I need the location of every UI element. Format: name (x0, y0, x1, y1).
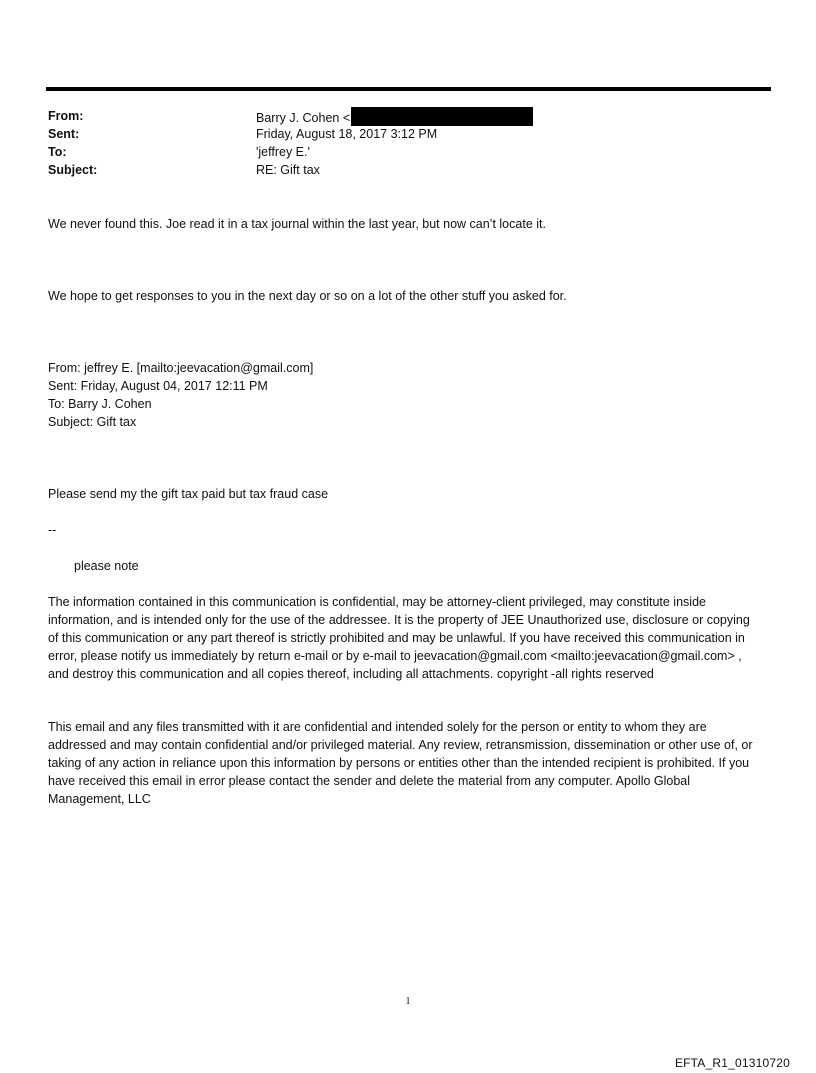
reply-line-2: We hope to get responses to you in the next day or so on a lot of the other stuff you asked for. (48, 289, 567, 303)
confidentiality-disclaimer: The information contained in this communication is confidential, may be attorney-client privileged, may constitute inside information, and is intended only for the use of the addressee. It is the property of JEE Unauthorized use, disclosure or copying of this communication or any part thereof is strictly prohibited and may be unlawful. If you have received this communication in error, please notify us immediately by return e-mail or by e-mail to jeevacation@gmail.com <mailto:jeevacation@gmail.com> , and destroy this communication and all copies thereof, including all attachments. copyright -all rights reserved (48, 595, 750, 681)
original-from: From: jeffrey E. [mailto:jeevacation@gmail.com] (48, 361, 314, 375)
footer-notice: This email and any files transmitted with it are confidential and intended solely for the person or entity to whom they are addressed and may contain confidential and/or privileged material. Any review, retransmission, dissemination or other use of, or taking of any action in reliance upon this information by persons or entities other than the intended recipient is prohibited. If you have received this email in error please contact the sender and delete the material from any computer. Apollo Global Management, LLC (48, 720, 753, 806)
to-value: 'jeffrey E.' (256, 145, 310, 159)
subject-value: RE: Gift tax (256, 163, 320, 177)
signature-separator: -- (48, 523, 57, 537)
reply-line-1: We never found this. Joe read it in a tax journal within the last year, but now can’t locate it. (48, 217, 546, 231)
page-number: 1 (405, 996, 411, 1007)
original-sent: Sent: Friday, August 04, 2017 12:11 PM (48, 379, 268, 393)
from-value (256, 107, 533, 127)
sent-value: Friday, August 18, 2017 3:12 PM (256, 127, 438, 141)
original-body: Please send my the gift tax paid but tax fraud case (48, 487, 329, 501)
redaction-block (351, 107, 533, 126)
to-label: To: (48, 145, 67, 159)
document-id: EFTA_R1_01310720 (674, 1056, 790, 1070)
from-label: From: (48, 109, 84, 123)
original-subject: Subject: Gift tax (48, 415, 137, 429)
please-note: please note (74, 559, 139, 573)
original-to: To: Barry J. Cohen (48, 397, 152, 411)
header-rule (46, 87, 771, 91)
from-value-text: Barry J. Cohen < (256, 111, 351, 125)
subject-label: Subject: (48, 163, 98, 177)
sent-label: Sent: (48, 127, 80, 141)
